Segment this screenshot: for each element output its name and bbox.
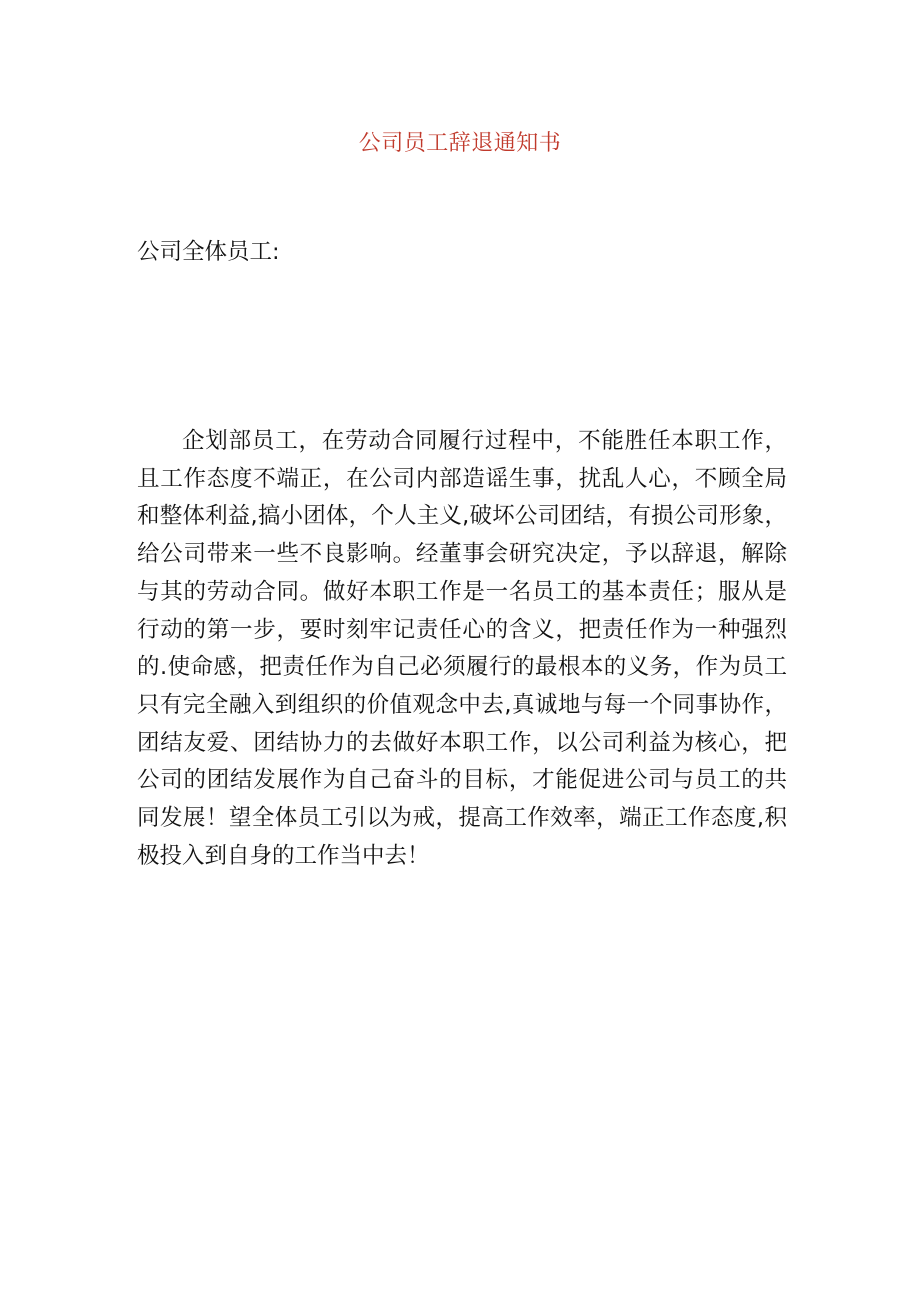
body-paragraph: 企划部员工，在劳动合同履行过程中，不能胜任本职工作，且工作态度不端正，在公司内部造谣生事，扰乱人心，不顾全局和整体利益,搞小团体，个人主义,破坏公司团结，有损公司形象，给公司带来一些不良影响。经董事会研究决定，予以辞退，解除与其的劳动合同。做好本职工作是一名员工的基本责任；服从是行动的第一步，要时刻牢记责任心的含义，把责任作为一种强烈的.使命感，把责任作为自己必须履行的最根本的义务，作为员工只有完全融入到组织的价值观念中去,真诚地与每一个同事协作，团结友爱、团结协力的去做好本职工作，以公司利益为核心，把公司的团结发展作为自己奋斗的目标，才能促进公司与员工的共同发展！望全体员工引以为戒，提高工作效率，端正工作态度,积极投入到自身的工作当中去！ [137,428,787,869]
salutation: 公司全体员工: [137,239,280,265]
document-title: 公司员工辞退通知书 [358,131,562,156]
